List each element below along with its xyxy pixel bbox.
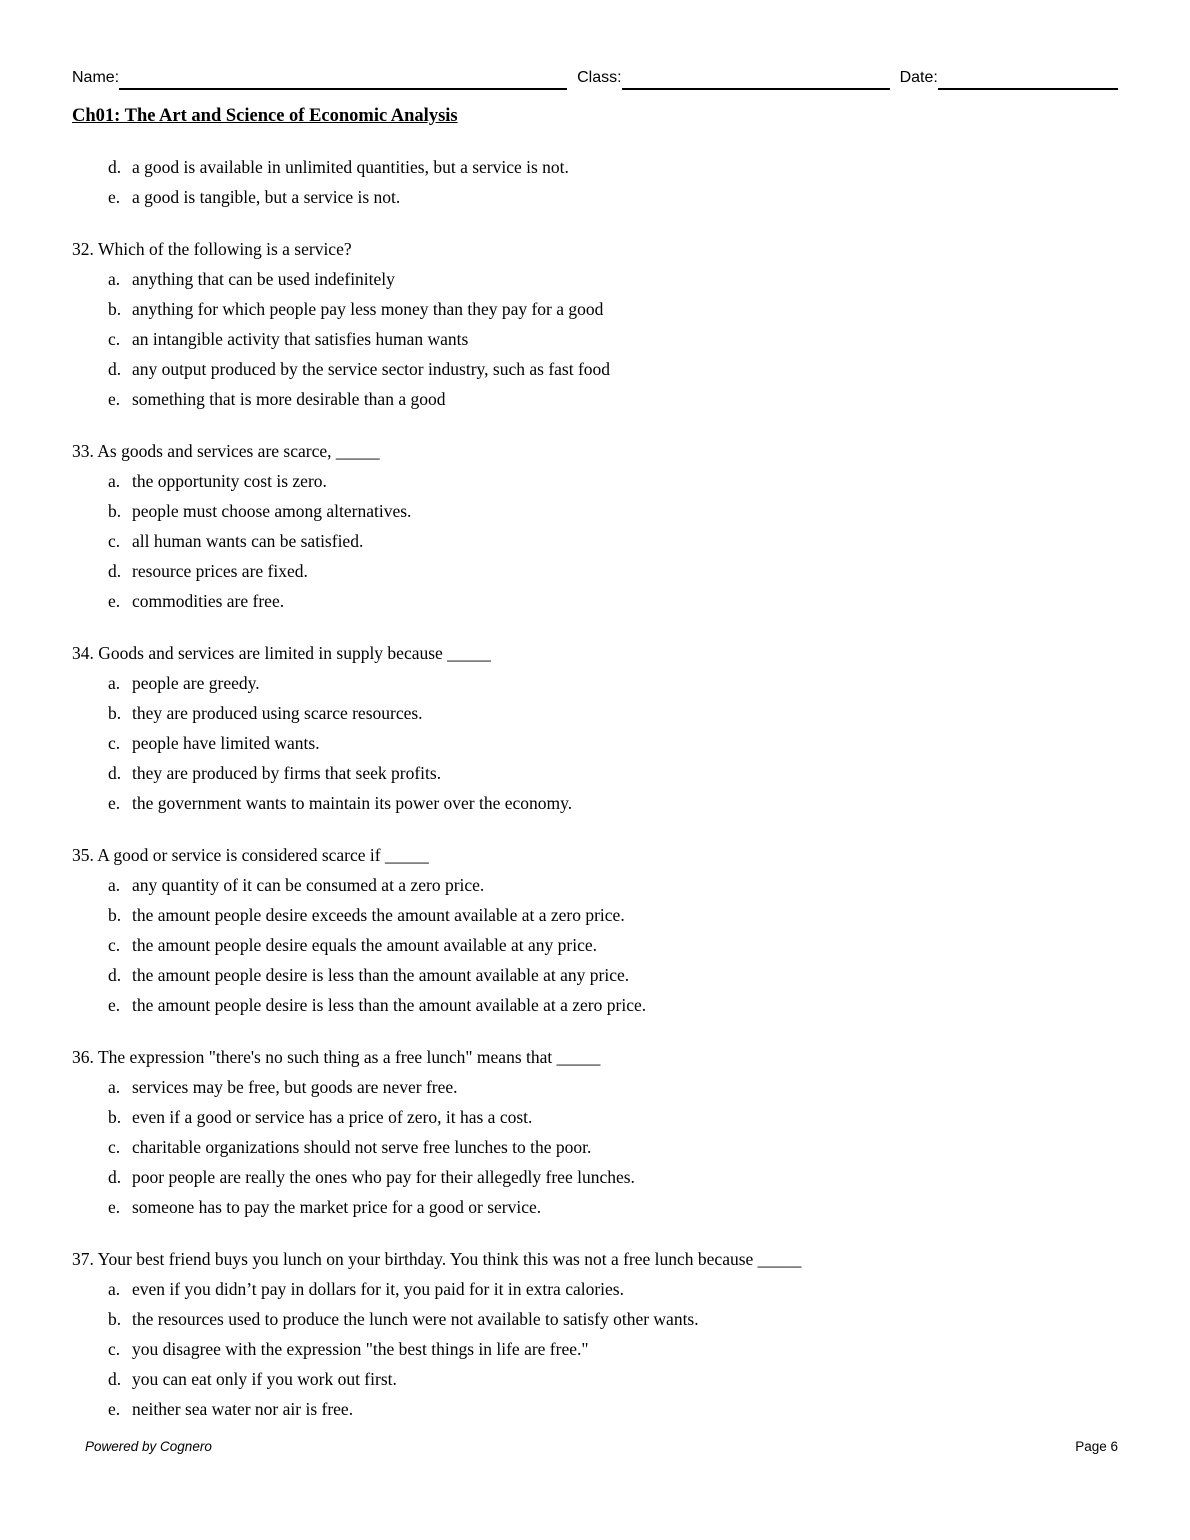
options-list: [72, 870, 1118, 1020]
option-text: commodities are free.: [132, 591, 285, 611]
answer-option: [108, 264, 1118, 294]
answer-option: [108, 1072, 1118, 1102]
option-letter: e.: [108, 995, 121, 1015]
answer-option: [108, 1192, 1118, 1222]
answer-option: [108, 1162, 1118, 1192]
question: [72, 840, 1118, 1020]
answer-option: [108, 900, 1118, 930]
option-text: any quantity of it can be consumed at a zero price.: [132, 875, 485, 895]
page-number: Page 6: [1075, 1439, 1118, 1454]
orphan-options: [72, 152, 1118, 212]
option-text: they are produced using scarce resources.: [132, 703, 423, 723]
answer-option: [108, 1132, 1118, 1162]
answer-option: [108, 496, 1118, 526]
footer: [85, 1439, 1118, 1454]
answer-option: [108, 354, 1118, 384]
question-text: A good or service is considered scarce if _____: [97, 845, 429, 865]
option-text: poor people are really the ones who pay for their allegedly free lunches.: [132, 1167, 635, 1187]
powered-by-text: Powered by Cognero: [85, 1439, 212, 1454]
option-letter: a.: [108, 1279, 121, 1299]
options-list: [72, 264, 1118, 414]
option-text: even if you didn’t pay in dollars for it, you paid for it in extra calories.: [132, 1279, 624, 1299]
question-text: Your best friend buys you lunch on your birthday. You think this was not a free lunch because _____: [97, 1249, 802, 1269]
question: [72, 1244, 1118, 1424]
option-letter: e.: [108, 389, 121, 409]
question: [72, 234, 1118, 414]
question-text: As goods and services are scarce, _____: [97, 441, 380, 461]
question-text-line: [72, 1244, 1118, 1274]
option-text: services may be free, but goods are never free.: [132, 1077, 458, 1097]
option-letter: d.: [108, 965, 122, 985]
answer-option: [108, 1304, 1118, 1334]
option-text: even if a good or service has a price of zero, it has a cost.: [132, 1107, 533, 1127]
option-letter: c.: [108, 329, 121, 349]
answer-option: [108, 1102, 1118, 1132]
option-letter: d.: [108, 763, 122, 783]
answer-option: [108, 384, 1118, 414]
option-text: charitable organizations should not serve free lunches to the poor.: [132, 1137, 592, 1157]
question-number: 32.: [72, 239, 94, 259]
answer-option: [108, 990, 1118, 1020]
option-letter: d.: [108, 1167, 122, 1187]
answer-option: [108, 324, 1118, 354]
question-text: Goods and services are limited in supply because _____: [98, 643, 491, 663]
question-number: 34.: [72, 643, 94, 663]
options-list: [72, 466, 1118, 616]
question-number: 37.: [72, 1249, 94, 1269]
option-text: the opportunity cost is zero.: [132, 471, 327, 491]
question-text-line: [72, 1042, 1118, 1072]
class-blank-line: [622, 70, 890, 90]
class-label: Class:: [577, 69, 622, 86]
question-number: 33.: [72, 441, 94, 461]
answer-option: [108, 466, 1118, 496]
answer-option: [108, 788, 1118, 818]
option-text: people are greedy.: [132, 673, 260, 693]
question: [72, 638, 1118, 818]
page-title: Ch01: The Art and Science of Economic Analysis: [72, 106, 458, 126]
option-text: neither sea water nor air is free.: [132, 1399, 354, 1419]
question-text-line: [72, 436, 1118, 466]
option-text: the amount people desire equals the amount available at any price.: [132, 935, 598, 955]
question-text-line: [72, 840, 1118, 870]
header: [72, 68, 1118, 90]
answer-option: [108, 698, 1118, 728]
question: [72, 1042, 1118, 1222]
option-letter: c.: [108, 531, 121, 551]
option-letter: e.: [108, 793, 121, 813]
option-text: the resources used to produce the lunch were not available to satisfy other wants.: [132, 1309, 699, 1329]
option-text: anything for which people pay less money than they pay for a good: [132, 299, 604, 319]
option-letter: b.: [108, 501, 122, 521]
option-letter: a.: [108, 875, 121, 895]
option-text: the amount people desire is less than the amount available at a zero price.: [132, 995, 647, 1015]
option-letter: b.: [108, 1107, 122, 1127]
option-letter: b.: [108, 905, 122, 925]
option-letter: e.: [108, 591, 121, 611]
options-list: [72, 1274, 1118, 1424]
option-letter: e.: [108, 187, 121, 207]
option-letter: b.: [108, 703, 122, 723]
answer-option: [108, 1334, 1118, 1364]
answer-option: [108, 1394, 1118, 1424]
name-blank-line: [119, 70, 567, 90]
options-list: [72, 668, 1118, 818]
option-text: an intangible activity that satisfies human wants: [132, 329, 469, 349]
option-text: anything that can be used indefinitely: [132, 269, 395, 289]
option-letter: b.: [108, 1309, 122, 1329]
option-text: resource prices are fixed.: [132, 561, 308, 581]
question-text-line: [72, 234, 1118, 264]
option-letter: a.: [108, 269, 121, 289]
question-number: 36.: [72, 1047, 94, 1067]
option-text: a good is available in unlimited quantities, but a service is not.: [132, 157, 569, 177]
option-letter: d.: [108, 359, 122, 379]
answer-option: [108, 728, 1118, 758]
option-text: any output produced by the service sector industry, such as fast food: [132, 359, 611, 379]
option-text: people have limited wants.: [132, 733, 320, 753]
option-letter: a.: [108, 1077, 121, 1097]
option-letter: d.: [108, 157, 122, 177]
option-letter: e.: [108, 1197, 121, 1217]
question-number: 35.: [72, 845, 94, 865]
option-letter: d.: [108, 1369, 122, 1389]
option-letter: a.: [108, 471, 121, 491]
option-letter: c.: [108, 733, 121, 753]
answer-option: [108, 556, 1118, 586]
option-text: you disagree with the expression "the best things in life are free.": [132, 1339, 589, 1359]
answer-option: [108, 758, 1118, 788]
answer-option: [108, 294, 1118, 324]
option-letter: c.: [108, 1137, 121, 1157]
option-text: all human wants can be satisfied.: [132, 531, 364, 551]
option-text: the amount people desire is less than the amount available at any price.: [132, 965, 630, 985]
option-text: a good is tangible, but a service is not.: [132, 187, 401, 207]
option-text: the government wants to maintain its power over the economy.: [132, 793, 573, 813]
answer-option: [108, 930, 1118, 960]
answer-option: [108, 1364, 1118, 1394]
answer-option: [108, 152, 1118, 182]
name-label: Name:: [72, 69, 120, 86]
question-text: Which of the following is a service?: [97, 239, 352, 259]
option-letter: e.: [108, 1399, 121, 1419]
question-text-line: [72, 638, 1118, 668]
option-text: the amount people desire exceeds the amount available at a zero price.: [132, 905, 625, 925]
answer-option: [108, 960, 1118, 990]
questions: [72, 234, 1118, 1424]
option-text: something that is more desirable than a good: [132, 389, 446, 409]
option-letter: a.: [108, 673, 121, 693]
answer-option: [108, 1274, 1118, 1304]
option-text: they are produced by firms that seek profits.: [132, 763, 442, 783]
answer-option: [108, 182, 1118, 212]
option-letter: d.: [108, 561, 122, 581]
date-blank-line: [938, 70, 1118, 90]
option-text: people must choose among alternatives.: [132, 501, 412, 521]
question-text: The expression "there's no such thing as a free lunch" means that _____: [97, 1047, 601, 1067]
answer-option: [108, 668, 1118, 698]
answer-option: [108, 526, 1118, 556]
option-text: you can eat only if you work out first.: [132, 1369, 397, 1389]
date-label: Date:: [899, 69, 938, 86]
question: [72, 436, 1118, 616]
answer-option: [108, 586, 1118, 616]
option-text: someone has to pay the market price for a good or service.: [132, 1197, 542, 1217]
option-letter: c.: [108, 935, 121, 955]
option-letter: b.: [108, 299, 122, 319]
option-letter: c.: [108, 1339, 121, 1359]
answer-option: [108, 870, 1118, 900]
options-list: [72, 1072, 1118, 1222]
